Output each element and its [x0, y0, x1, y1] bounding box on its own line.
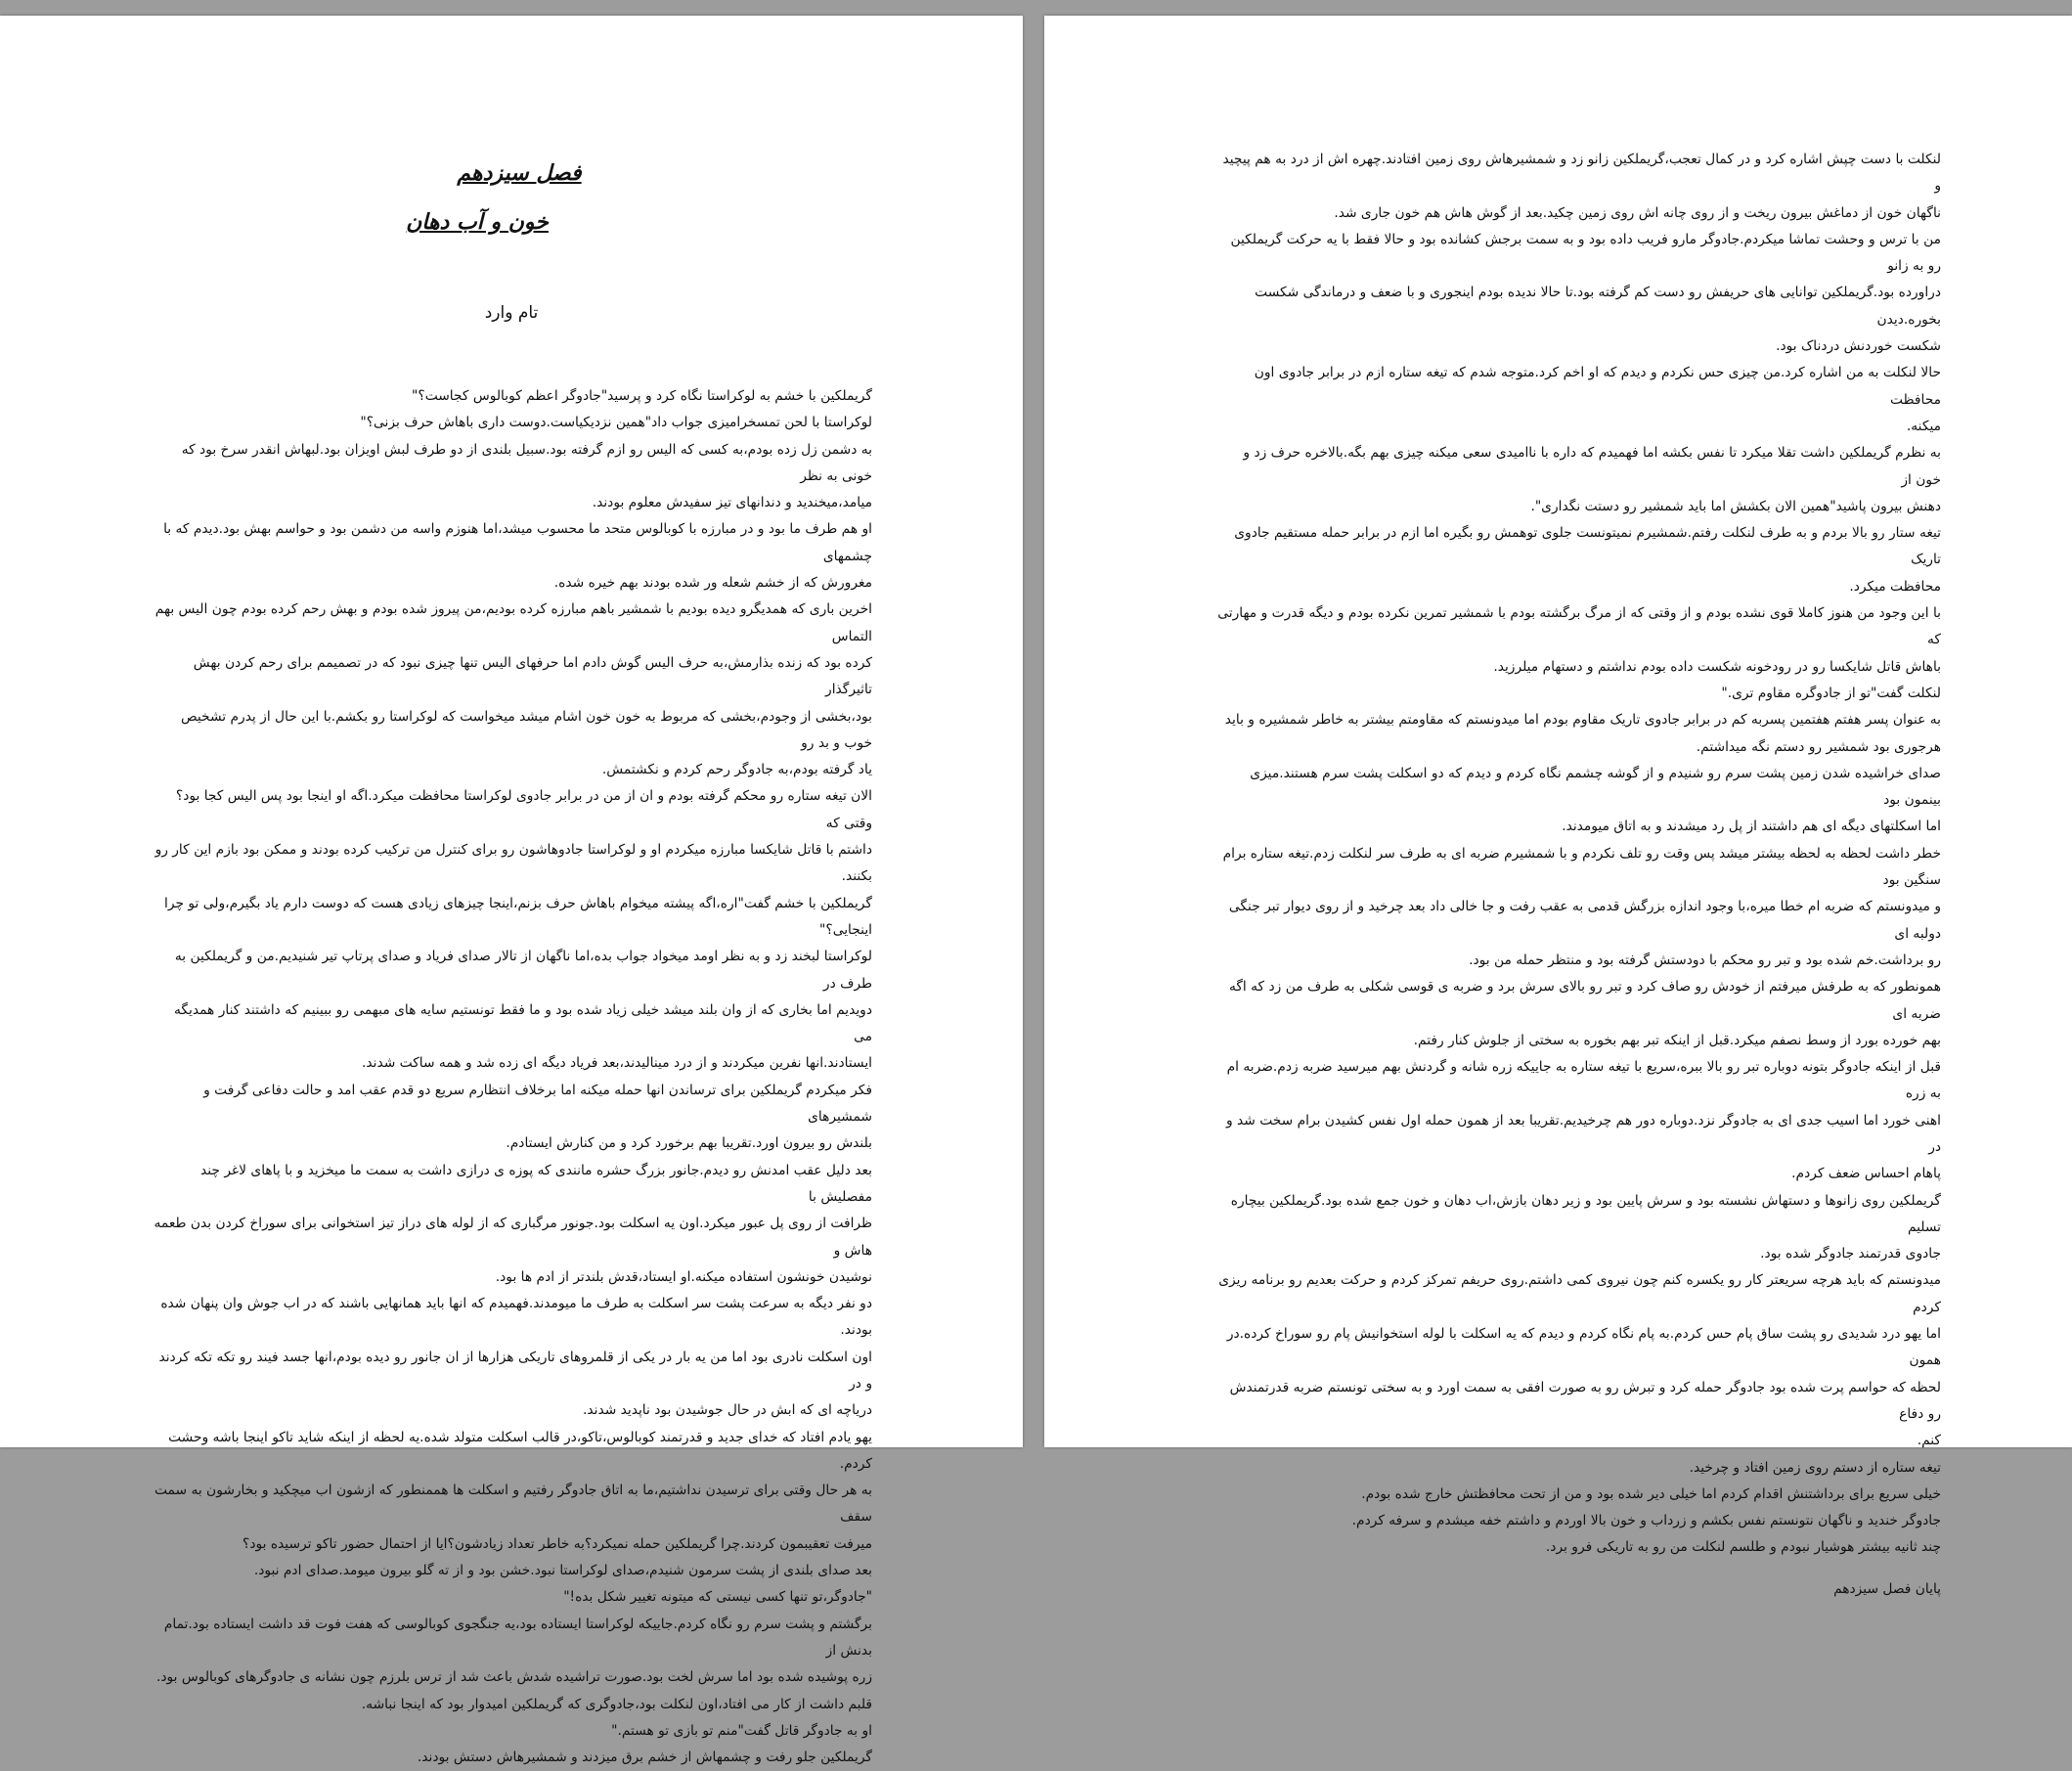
text-line: فکر میکردم گریملکین برای ترساندن انها حمله میکنه اما برخلاف انتظارم سریع دو قدم عقب امد و حالت دفاعی گرفت و شمشیرهای	[203, 1082, 872, 1126]
text-line: لوکراستا با لحن تمسخرامیزی جواب داد"همین نزدیکیاست.دوست داری باهاش حرف بزنی؟"	[360, 415, 872, 431]
text-line: بهم خورده بورد از وسط نصفم میکرد.قبل از اینکه تبر بهم بخوره به سختی از جلوش کنار رفتم.	[1413, 1032, 1941, 1048]
text-line: به نظرم گریملکین داشت تقلا میکرد تا نفس بکشه اما فهمیدم که داره با ناامیدی سعی میکنه چیزی بهم بگه.بالاخره حرف زد و خون از	[1243, 445, 1941, 488]
text-line: گریملکین با خشم گفت"اره،اگه پیشته میخوام باهاش حرف بزنم،اینجا چیزهای زیادی هست که دوست دارم یاد بگیرم،ولی تو چرا	[164, 895, 872, 911]
text-line: باهاش قاتل شایکسا رو در رودخونه شکست داده بودم نداشتم و دستهام میلرزید.	[1493, 658, 1941, 675]
text-line: پاهام احساس ضعف کردم.	[1791, 1166, 1941, 1182]
text-line: بود،بخشی از وجودم،بخشی که مربوط به خون خون اشام میشد میخواست که لوکراستا رو بکشم.با این حال از پدرم تشخیص خوب و بد رو	[180, 708, 872, 751]
text-line: اینجایی؟"	[819, 921, 872, 938]
text-line: دو نفر دیگه به سرعت پشت سر اسکلت به طرف ما میومدند.فهمیدم که انها باید همانهایی باشند که در اب جوش وان پنهان شده بودند.	[160, 1296, 872, 1339]
chapter-end-note: پایان فصل سیزدهم	[1833, 1580, 1941, 1597]
text-line: یهو یادم افتاد که خدای جدید و قدرتمند کوبالوس،تاکو،در قالب اسکلت متولد شده.یه لحظه از اینکه شاید تاکو اینجا باشه وحشت کردم.	[168, 1429, 872, 1472]
text-line: چند ثانیه بیشتر هوشیار نبودم و طلسم لنکلت من رو به تاریکی فرو برد.	[1545, 1539, 1941, 1556]
document-page-right	[1044, 16, 2072, 1597]
text-line: لحظه که حواسم پرت شده بود جادوگر حمله کرد و تبرش رو به صورت افقی به سمت اورد و به سختی تونستم ضربه قدرتمندش رو دفاع	[1229, 1379, 1941, 1422]
document-page-left	[0, 16, 1023, 1766]
text-line: قلبم داشت از کار می افتاد،اون لنکلت بود،جادوگری که گریملکین امیدوار بود که اینجا نباشه.	[361, 1696, 872, 1712]
right-page-lines	[1217, 147, 1941, 1562]
text-line: رو برداشت.خم شده بود و تبر رو محکم با دودستش گرفته بود و منتظر حمله من بود.	[1469, 952, 1941, 968]
text-line: به هر حال وقتی برای ترسیدن نداشتیم،ما به اتاق جادوگر رفتیم و اسکلت ها هممنطور که ازشون اب میچکید و بخارشون به سمت سقف	[154, 1483, 872, 1526]
text-line: میامد،میخندید و دندانهای تیز سفیدش معلوم بودند.	[592, 495, 872, 511]
text-line: اهنی خورد اما اسیب جدی ای به جادوگر نزد.دوباره دور هم چرخیدیم.تقریبا بعد از همون حمله اول نفس کشیدن برام سخت شد و در	[1225, 1112, 1941, 1155]
text-line: مغرورش که از خشم شعله ور شده بودند بهم خیره شده.	[553, 575, 872, 592]
left-page-body	[153, 383, 872, 1771]
text-line: یاد گرفته بودم،به جادوگر رحم کردم و نکشتمش.	[601, 762, 872, 778]
text-line: تیغه ستاره از دستم روی زمین افتاد و چرخید.	[1689, 1459, 1941, 1476]
text-line: گریملکین با خشم به لوکراستا نگاه کرد و پرسید"جادوگر اعظم کوبالوس کجاست؟"	[412, 388, 872, 404]
text-line: اون اسکلت نادری بود اما من یه بار در یکی از قلمروهای تاریکی هزارها از ان جانور رو دیده بودم،انها جسد فیند رو تکه تکه کردند و در	[158, 1349, 872, 1392]
text-line: حالا لنکلت به من اشاره کرد.من چیزی حس نکردم و دیدم که او اخم کرد.متوجه شدم که تیغه ستاره ازم در برابر جادوی اون محافظت	[1254, 365, 1941, 408]
text-line: گریملکین روی زانوها و دستهاش نشسته بود و سرش پایین بود و زیر دهان بازش،اب دهان و خون جمع شده بود.گریملکین بیچاره تسلیم	[1230, 1192, 1941, 1235]
text-line: خطر داشت لحظه به لحظه بیشتر میشد پس وقت رو تلف نکردم و با شمشیرم ضربه ای به طرف سر لنکلت زدم.تیغه ستاره برام سنگین بود	[1222, 845, 1941, 889]
text-line: من با ترس و وحشت تماشا میکردم.جادوگر مارو فریب داده بود و به سمت برجش کشانده بود و حالا فقط با یه حرکت گریملکین رو به زانو	[1230, 231, 1941, 275]
text-line: زره پوشیده شده بود اما سرش لخت بود.صورت تراشیده شدش باعث شد از ترس بلرزم چون نشانه ی جادوگرهای کوبالوس بود.	[155, 1669, 872, 1686]
text-line: ناگهان خون از دماغش بیرون ریخت و از روی چانه اش روی زمین چکید.بعد از گوش هاش هم خون جاری شد.	[1334, 204, 1941, 221]
text-line: او هم طرف ما بود و در مبارزه با کوبالوس متحد ما محسوب میشد،اما هنوزم واسه من دشمن بود و حواسم بهش بود.دیدم که با چشمهای	[163, 521, 872, 564]
text-line: برگشتم و پشت سرم رو نگاه کردم.جاییکه لوکراستا ایستاده بود،یه جنگجوی کوبالوسی که هفت فوت قد داشت ایستاده بود.تمام بدنش از	[163, 1616, 872, 1659]
text-line: خیلی سریع برای برداشتنش اقدام کردم اما خیلی دیر شده بود و من از تحت محافظتش خارج شده بودم.	[1361, 1485, 1941, 1502]
text-line: لنکلت با دست چپش اشاره کرد و در کمال تعجب،گریملکین زانو زد و شمشیرهاش روی زمین افتادند.چهره اش از درد به هم پیچید و	[1222, 152, 1941, 195]
text-line: کنم.	[1917, 1433, 1941, 1449]
text-line: بعد دلیل عقب امدنش رو دیدم.جانور بزرگ حشره مانندی که پوزه ی درازی داشت به سمت ما میخزید و با پاهای لاغر چند مفصلیش با	[200, 1162, 872, 1205]
text-line: لنکلت گفت"تو از جادوگره مقاوم تری."	[1721, 685, 1941, 701]
text-line: صدای خراشیده شدن زمین پشت سرم رو شنیدم و از گوشه چشمم نگاه کردم و دیدم که دو اسکلت پشت سرم هستند.میزی بینمون بود	[1250, 765, 1941, 809]
text-line: بعد صدای بلندی از پشت سرمون شنیدم،صدای لوکراستا نبود.خشن بود و از ته گلو بیرون میومد.صدای ادم نبود.	[253, 1563, 872, 1579]
text-line: الان تیغه ستاره رو محکم گرفته بودم و ان از من در برابر جادوی لوکراستا محافظت میکرد.اگه او اینجا بود پس الیس کجا بود؟وقتی که	[175, 788, 872, 831]
text-line: او به جادوگر قاتل گفت"منم تو بازی تو هستم."	[611, 1722, 872, 1739]
text-line: نوشیدن خونشون استفاده میکنه.او ایستاد،قدش بلندتر از ادم ها بود.	[495, 1268, 872, 1285]
text-line: به عنوان پسر هفتم هفتمین پسربه کم در برابر جادوی تاریک مقاوم بودم اما میدونستم که مقاومتم بیشتر به خاطر شمشیره و باید	[1224, 712, 1941, 729]
text-line: تیغه ستار رو بالا بردم و به طرف لنکلت رفتم.شمشیرم نمیتونست جلوی توهمش رو بگیره اما ازم در برابر حمله مستقیم جادوی تاریک	[1234, 525, 1941, 568]
text-line: اما اسکلتهای دیگه ای هم داشتند از پل رد میشدند و به اتاق میومدند.	[1562, 819, 1941, 835]
text-line: کرده بود که زنده بذارمش،به حرف الیس گوش دادم اما حرفهای الیس تنها چیزی نبود که در تصمیمم برای رحم کردن بهش تاثیرگذار	[193, 654, 872, 698]
text-line: محافظت میکرد.	[1849, 578, 1941, 595]
text-line: شکست خوردنش دردناک بود.	[1776, 338, 1941, 355]
text-line: همونطور که به طرفش میرفتم از خودش رو صاف کرد و تبر رو بالای سرش برد و ضربه ی قوسی شکلی به طرف من زد که اگه ضربه ای	[1228, 979, 1941, 1022]
text-line: داشتم با قاتل شایکسا مبارزه میکردم او و لوکراستا جادوهاشون رو برای کنترل من ترکیب کرده بودند و ممکن بود بازم این کار رو بکنند.	[154, 842, 872, 885]
text-line: میرفت تعقیبمون کردند.چرا گریملکین حمله نمیکرد؟به خاطر تعداد زیادشون؟ایا از احتمال حضور تاکو ترسیده بود؟	[242, 1535, 872, 1552]
text-line: با این وجود من هنوز کاملا قوی نشده بودم و از وقتی که از مرگ برگشته بودم با شمشیر تمرین نکرده بودم و دیگه قدرت و مهارتی که	[1217, 605, 1941, 648]
text-line: جادوگر خندید و ناگهان نتونستم نفس بکشم و زرداب و خون بالا اوردم و داشتم خفه میشدم و سرفه کردم.	[1351, 1513, 1941, 1529]
author-name: تام وارد	[484, 303, 539, 323]
text-line: گریملکین جلو رفت و چشمهاش از خشم برق میزدند و شمشیرهاش دستش بودند.	[417, 1749, 872, 1766]
text-line: میکنه.	[1906, 418, 1941, 434]
text-line: و میدونستم که ضربه ام خطا میره،با وجود اندازه بزرگش قدمی به عقب رفت و جا خالی داد بعد چرخید و از روی دیوار تبر جنگی دولبه ای	[1228, 899, 1941, 942]
text-line: ایستادند.انها نفرین میکردند و از درد مینالیدند،بعد فریاد دیگه ای زده شد و همه ساکت شدند.	[361, 1055, 872, 1072]
text-line: بلندش رو بیرون اورد.تقریبا بهم برخورد کرد و من کنارش ایستادم.	[506, 1135, 872, 1152]
text-line: "جادوگر،تو تنها کسی نیستی که میتونه تغییر شکل بده!"	[563, 1589, 872, 1606]
text-line: لوکراستا لبخند زد و به نظر اومد میخواد جواب بده،اما ناگهان از تالار صدای فریاد و صدای پرتاپ تیر شنیدیم.من و گریملکین به طرف در	[174, 949, 872, 992]
text-line: دهنش بیرون پاشید"همین الان بکشش اما باید شمشیر رو دستت نگداری".	[1530, 498, 1941, 514]
text-line: ظرافت از روی پل عبور میکرد.اون یه اسکلت بود.جونور مرگباری که از لوله های دراز تیز استخوانی برای سوراخ کردن بدن طعمه هاش و	[154, 1216, 872, 1259]
text-line: اما یهو درد شدیدی رو پشت ساق پام حس کردم.به پام نگاه کردم و دیدم که یه اسکلت با لوله استخوانیش پام رو سوراخ کرده.در همون	[1226, 1326, 1941, 1369]
text-line: هرجوری بود شمشیر رو دستم نگه میداشتم.	[1696, 738, 1941, 755]
right-page-body	[1217, 147, 1941, 1603]
text-line: جادوی قدرتمند جادوگر شده بود.	[1760, 1246, 1941, 1262]
text-line: دویدیم اما بخاری که از وان بلند میشد خیلی زیاد شده بود و ما فقط تونستیم سایه های مبهمی رو ببینیم که داشتند کنار همدیگه می	[173, 1001, 872, 1045]
text-line: دراورده بود.گریملکین توانایی های حریفش رو دست کم گرفته بود.تا حالا ندیده بودم اینجوری و با ضعف و درماندگی شکست بخوره.دیدن	[1255, 285, 1941, 328]
chapter-number-heading: فصل سیزدهم	[457, 160, 582, 186]
text-line: قبل از اینکه جادوگر بتونه دوباره تبر رو بالا ببره،سریع با تیغه ستاره به جاییکه زره شانه و گردنش بهم میرسید ضربه زدم.ضربه ام به زره	[1226, 1059, 1941, 1102]
text-line: به دشمن زل زده بودم،به کسی که الیس رو ازم گرفته بود.سبیل بلندی از دو طرف لبش اویزان بود.لبهاش انقدر سرخ بود که خونی به نظر	[181, 441, 872, 484]
text-line: دریاچه ای که ابش در حال جوشیدن بود ناپدید شدند.	[582, 1402, 872, 1419]
text-line: اخرین باری که همدیگرو دیده بودیم با شمشیر باهم مبارزه کرده بودیم،من پیروز شده بودم و بهش رحم کرده بودم چون الیس بهم التماس	[154, 601, 872, 644]
chapter-name-heading: خون و آب دهان	[406, 209, 549, 235]
text-line: میدونستم که باید هرچه سریعتر کار رو یکسره کنم چون نیروی کمی داشتم.روی حریفم تمرکز کردم و حرکت بعدیم رو برنامه ریزی کردم	[1218, 1272, 1941, 1315]
